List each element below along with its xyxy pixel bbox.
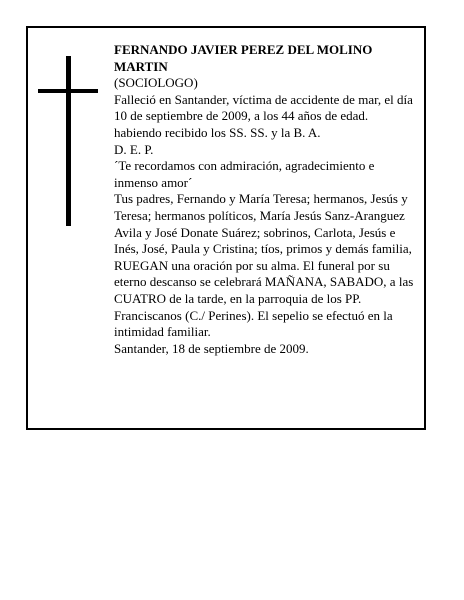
family-list: Tus padres, Fernando y María Teresa; hermanos, Jesús y Teresa; hermanos políticos, María Jesús Sanz-Aranguez Avila y José Donate Suárez; sobrinos, Carlota, Jesús e Inés, José, Paula y Cristina; tíos, primos y demás familia,: [114, 191, 412, 257]
rest-in-peace: D. E. P.: [114, 141, 154, 157]
deceased-name: FERNANDO JAVIER PEREZ DEL MOLINO MARTIN: [114, 42, 373, 74]
latin-cross-icon: [38, 56, 98, 226]
funeral-request: RUEGAN una oración por su alma. El funeral por su eterno descanso se celebrará MAÑANA, SABADO, a las CUATRO de la tarde, en la parroquia de los PP. Franciscanos (C./ Perines). El sepelio se efectuó en la intimidad familiar.: [114, 257, 414, 340]
cross-vertical-bar: [66, 56, 71, 226]
memorial-quote: ´Te recordamos con admiración, agradecimiento e inmenso amor´: [114, 158, 375, 190]
deceased-profession: (SOCIOLOGO): [114, 75, 198, 91]
place-and-date: Santander, 18 de septiembre de 2009.: [114, 340, 309, 356]
death-statement: Falleció en Santander, víctima de accidente de mar, el día 10 de septiembre de 2009, a los 44 años de edad. habiendo recibido los SS. SS. y la B. A.: [114, 91, 413, 140]
cross-horizontal-bar: [38, 89, 98, 93]
obituary-notice: [26, 26, 426, 430]
notice-text-block: [114, 42, 418, 357]
